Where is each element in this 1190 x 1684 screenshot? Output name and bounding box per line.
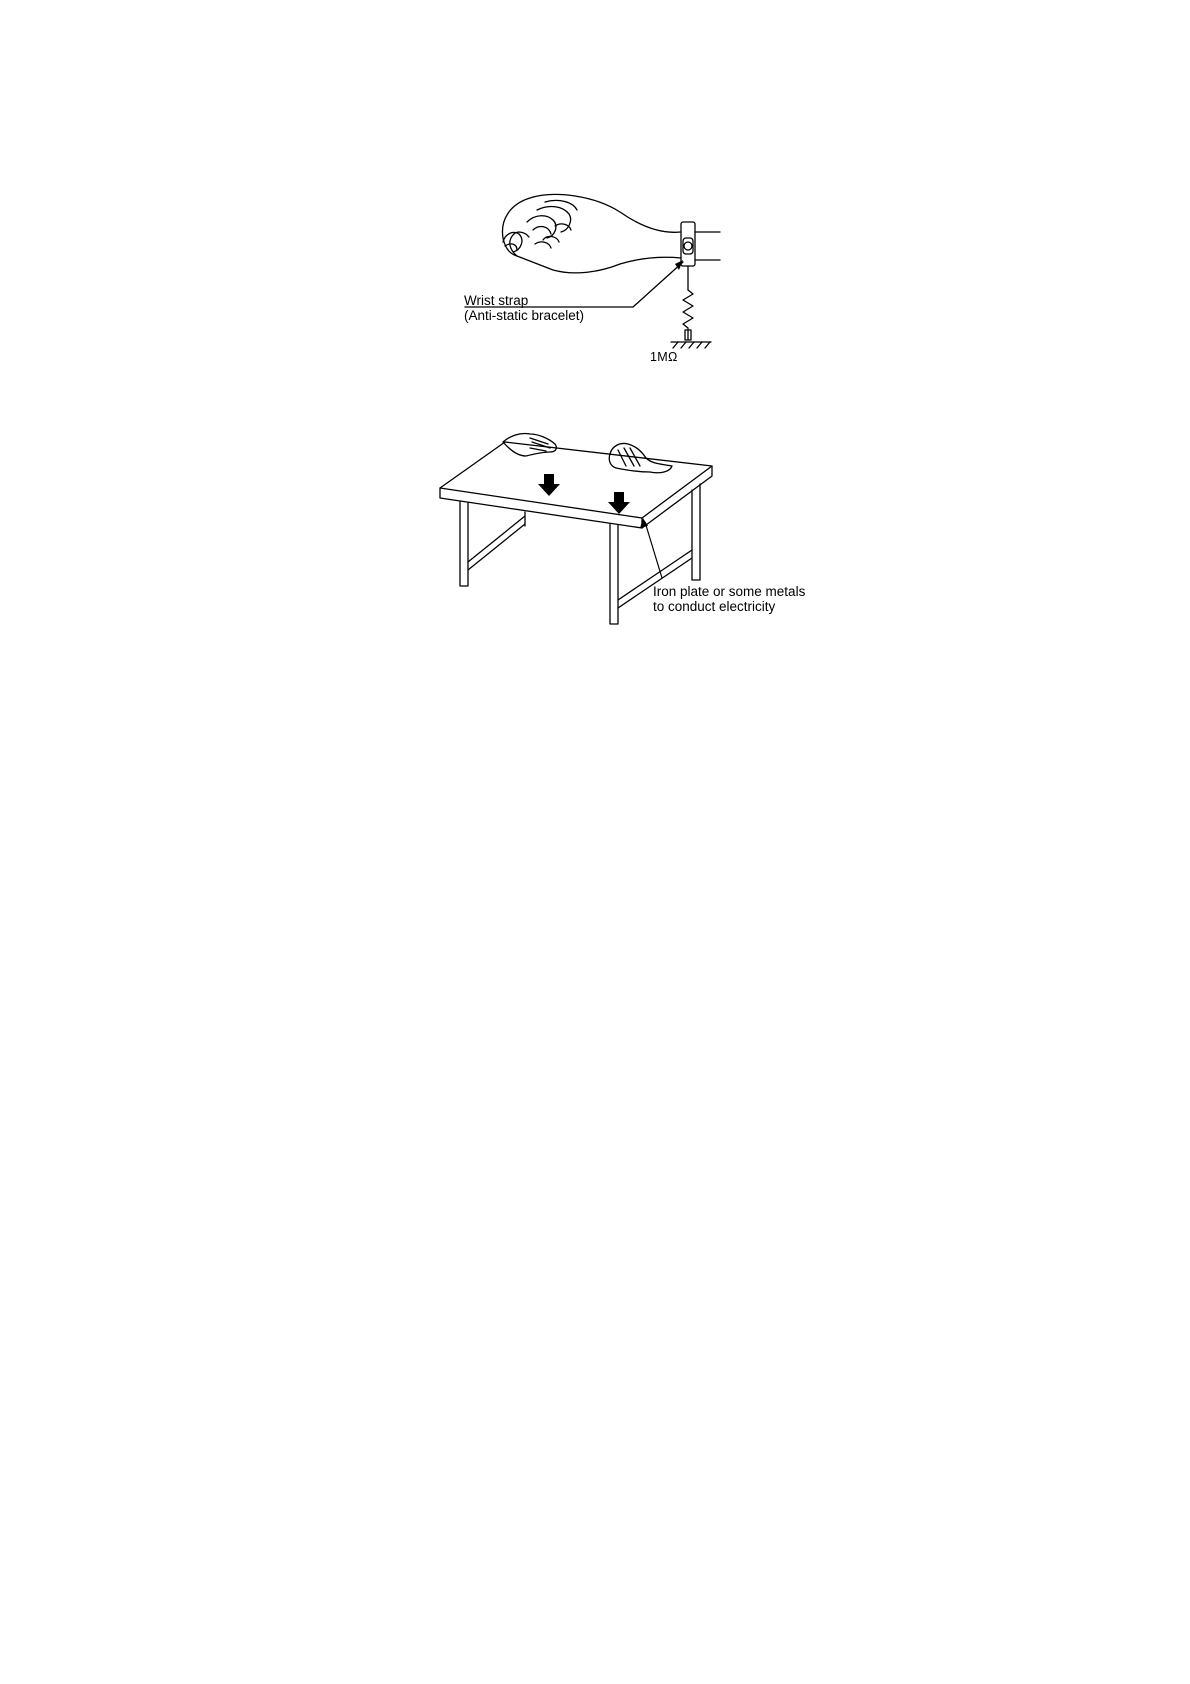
wrist-strap-figure bbox=[455, 180, 755, 380]
wrist-strap-sublabel: (Anti-static bracelet) bbox=[464, 308, 585, 323]
iron-plate-label: Iron plate or some metals bbox=[653, 584, 806, 599]
wrist-strap-diagram bbox=[455, 180, 755, 380]
down-arrow-icon bbox=[538, 474, 560, 496]
wrist-strap-label: Wrist strap bbox=[464, 293, 529, 308]
hand-icon bbox=[502, 194, 681, 272]
iron-plate-sublabel: to conduct electricity bbox=[653, 599, 776, 614]
resistor-label: 1MΩ bbox=[650, 350, 678, 364]
